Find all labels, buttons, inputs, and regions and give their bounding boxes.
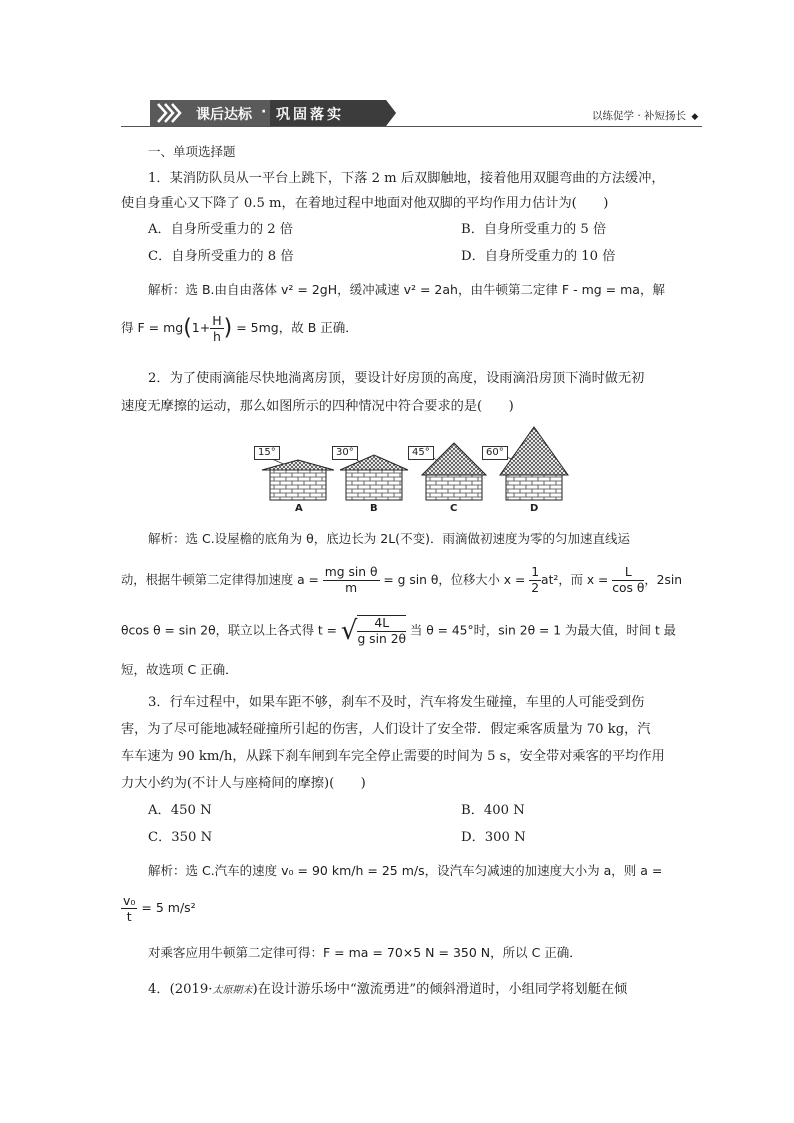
section-title: 一、单项选择题 — [148, 144, 236, 159]
q2-sol-sqrt-num: 4L — [357, 616, 406, 632]
house-a — [262, 459, 334, 500]
q3-line2: 害，为了尽可能地减轻碰撞所引起的伤害，人们设计了安全带．假定乘客质量为 70 kg，汽 — [121, 722, 651, 737]
q2-solution-line2 — [121, 565, 682, 596]
q3-option-a: A．450 N — [148, 803, 212, 818]
q2-sol-frac-a — [323, 565, 380, 596]
house-b — [340, 455, 408, 500]
q3-line3: 车车速为 90 km/h，从踩下刹车闸到车完全停止需要的时间为 5 s，安全带对乘客的平均作用 — [121, 749, 665, 764]
q1-sol-post: = 5mg，故 B 正确． — [236, 320, 358, 335]
q1-sol-fraction — [210, 313, 223, 344]
q3-line4: 力大小约为(不计人与座椅间的摩擦)( ) — [121, 776, 366, 791]
q2-solution-line4: 短，故选项 C 正确． — [121, 662, 238, 677]
q3-solution-line3: 对乘客应用牛顿第二定律可得：F = ma = 70×5 N = 350 N，所以 C 正确． — [148, 945, 582, 960]
houses-drawing — [250, 425, 580, 515]
q3-option-d: D．300 N — [461, 830, 526, 845]
q3-solution-line1: 解析：选 C.汽车的速度 v₀ = 90 km/h = 25 m/s，设汽车匀减速的加速度大小为 a，则 a = — [148, 863, 663, 878]
q2-figure-houses — [250, 425, 580, 515]
banner-right-text: 巩固落实 — [276, 107, 344, 123]
angle-tag-d: 60° — [482, 446, 508, 460]
q2-sol-half-num: 1 — [531, 565, 540, 579]
q1-line1: 1．某消防队员从一平台上跳下，下落 2 m 后双脚触地，接着他用双腿弯曲的方法缓冲， — [148, 171, 665, 186]
q1-sol-frac-num: H — [212, 313, 222, 328]
header-slogan-text: 以练促学 · 补短扬长 — [592, 110, 687, 122]
angle-tag-c: 45° — [408, 446, 434, 460]
q1-sol-frac-den: h — [212, 329, 221, 344]
q1-sol-pre: 得 F = mg — [121, 320, 184, 335]
house-label-b: B — [370, 503, 378, 514]
q2-sol-pre: 动，根据牛顿第二定律得加速度 a = — [121, 573, 319, 587]
q4-line1 — [148, 981, 627, 1000]
q3-solution-line2 — [121, 893, 196, 924]
banner-shape — [150, 100, 396, 126]
header-slogan — [592, 108, 698, 123]
q2-sol-sqrt-den: g sin 2θ — [357, 632, 407, 646]
q4-pre: 4．(2019· — [148, 982, 213, 997]
angle-tag-a: 15° — [254, 446, 280, 460]
q2-sol3-pre: θcos θ = sin 2θ，联立以上各式得 t = — [121, 623, 337, 638]
q2-sol-l-num: L — [612, 565, 644, 581]
q1-option-c: C．自身所受重力的 8 倍 — [148, 249, 294, 264]
q2-sol3-post: 当 θ = 45°时，sin 2θ = 1 为最大值，时间 t 最 — [409, 623, 676, 638]
q3-sol-frac-den: t — [126, 909, 132, 924]
q2-sol-frac-a-den: m — [345, 581, 358, 595]
q3-sol-frac — [121, 893, 137, 924]
sqrt-icon: √ — [340, 616, 358, 646]
q3-sol-frac-num: v₀ — [123, 893, 136, 908]
q2-sol-post: ，2sin — [644, 573, 683, 587]
q1-option-b: B．自身所受重力的 5 倍 — [461, 222, 607, 237]
q2-sol-mid: = g sin θ，位移大小 x = — [383, 573, 526, 587]
q2-solution-line3 — [121, 615, 676, 647]
q1-sol-paren-pre: 1+ — [191, 320, 211, 335]
q1-line2: 使自身重心又下降了 0.5 m，在着地过程中地面对他双脚的平均作用力估计为( ) — [121, 196, 609, 211]
q2-sol-half-den: 2 — [531, 581, 540, 595]
angle-tag-b: 30° — [332, 446, 358, 460]
q1-solution-line2: 得 F = mg(1+ $\frac{H}{h}$ ) = 5mg，故 B 正确． — [121, 313, 358, 344]
header-rule — [121, 126, 702, 127]
q2-line1: 2．为了使雨滴能尽快地淌离房顶，要设计好房顶的高度，设雨滴沿房顶下淌时做无初 — [148, 371, 645, 386]
q2-sol-l-den: cos θ — [612, 581, 645, 595]
q4-post: )在设计游乐场中“激流勇进”的倾斜滑道时，小组同学将划艇在倾 — [252, 982, 628, 997]
section-banner — [150, 100, 396, 126]
q2-sol-frac-l — [612, 565, 644, 596]
q2-line2: 速度无摩擦的运动，那么如图所示的四种情况中符合要求的是( ) — [121, 399, 514, 414]
q3-option-b: B．400 N — [461, 803, 525, 818]
q3-option-c: C．350 N — [148, 830, 213, 845]
banner-dot: · — [261, 104, 267, 120]
house-d — [500, 427, 568, 500]
q2-sol-mid2: at²，而 x = — [541, 573, 609, 587]
q1-solution-line1: 解析：选 B.由自由落体 v² = 2gH，缓冲减速 v² = 2ah，由牛顿第二定律 F - mg = ma，解 — [148, 282, 665, 297]
house-label-a: A — [295, 503, 303, 514]
banner-left-text: 课后达标 — [196, 107, 252, 123]
diamond-icon: ◆ — [691, 112, 699, 122]
q1-option-a: A．自身所受重力的 2 倍 — [148, 222, 293, 237]
q2-sol-frac-a-num: mg sin θ — [324, 565, 378, 579]
q1-option-d: D．自身所受重力的 10 倍 — [461, 249, 616, 264]
q2-solution-line1: 解析：选 C.设屋檐的底角为 θ，底边长为 2L(不变)．雨滴做初速度为零的匀加速直线运 — [148, 531, 630, 546]
q3-line1: 3．行车过程中，如果车距不够，刹车不及时，汽车将发生碰撞，车里的人可能受到伤 — [148, 695, 645, 710]
q4-source: 太原期末 — [212, 985, 253, 996]
q3-sol-post: = 5 m/s² — [141, 900, 196, 915]
house-label-c: C — [450, 503, 458, 514]
q2-sol-sqrt-frac — [357, 615, 406, 647]
q2-sol-frac-half — [529, 565, 541, 596]
house-label-d: D — [530, 503, 539, 514]
